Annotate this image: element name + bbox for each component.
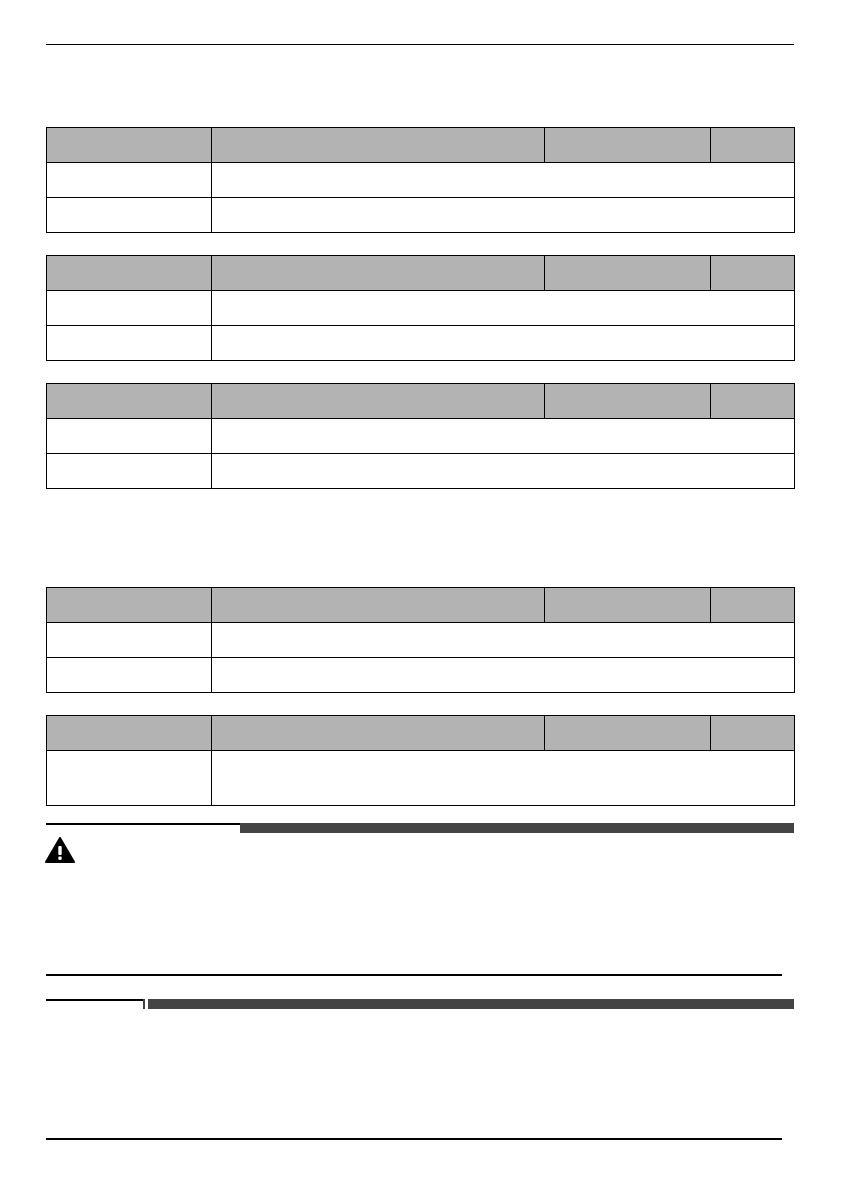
table-row (47, 419, 795, 454)
table-row (47, 623, 795, 658)
caution-heading-rule (46, 823, 240, 825)
row-label (47, 326, 212, 361)
header-cell (47, 716, 212, 751)
row-label (47, 623, 212, 658)
header-cell (545, 716, 711, 751)
row-value (212, 751, 795, 806)
row-value (212, 291, 795, 326)
header-cell (212, 716, 545, 751)
header-cell (212, 384, 545, 419)
caution-end-rule (46, 974, 782, 976)
row-label (47, 198, 212, 233)
header-cell (212, 588, 545, 623)
table-header-row (47, 256, 795, 291)
header-cell (47, 384, 212, 419)
header-cell (545, 588, 711, 623)
row-value (212, 198, 795, 233)
header-cell (711, 716, 795, 751)
header-cell (545, 256, 711, 291)
table-row (47, 751, 795, 806)
header-cell (47, 588, 212, 623)
warning-triangle-icon (44, 836, 76, 864)
table-row (47, 658, 795, 693)
caution-bar (240, 823, 794, 833)
row-label (47, 751, 212, 806)
header-cell (711, 256, 795, 291)
row-value (212, 326, 795, 361)
header-cell (711, 128, 795, 163)
table-row (47, 454, 795, 489)
row-value (212, 163, 795, 198)
header-cell (711, 384, 795, 419)
header-cell (711, 588, 795, 623)
row-value (212, 419, 795, 454)
row-label (47, 419, 212, 454)
table-row (47, 291, 795, 326)
spec-table-4 (46, 587, 795, 693)
header-cell (545, 384, 711, 419)
table-header-row (47, 128, 795, 163)
note-bar (148, 999, 794, 1009)
row-label (47, 454, 212, 489)
header-cell (212, 256, 545, 291)
header-cell (47, 256, 212, 291)
header-cell (545, 128, 711, 163)
row-value (212, 623, 795, 658)
table-row (47, 163, 795, 198)
spec-table-5 (46, 715, 795, 806)
note-heading-rule (46, 999, 143, 1001)
table-row (47, 326, 795, 361)
spec-table-1 (46, 127, 795, 233)
bottom-rule (46, 1138, 782, 1140)
row-value (212, 454, 795, 489)
row-label (47, 658, 212, 693)
header-cell (212, 128, 545, 163)
table-header-row (47, 716, 795, 751)
row-label (47, 291, 212, 326)
row-value (212, 658, 795, 693)
table-header-row (47, 588, 795, 623)
table-header-row (47, 384, 795, 419)
spec-table-3 (46, 383, 795, 489)
table-row (47, 198, 795, 233)
row-label (47, 163, 212, 198)
note-bar-tick (143, 999, 145, 1009)
header-cell (47, 128, 212, 163)
spec-table-2 (46, 255, 795, 361)
top-rule (46, 44, 794, 45)
